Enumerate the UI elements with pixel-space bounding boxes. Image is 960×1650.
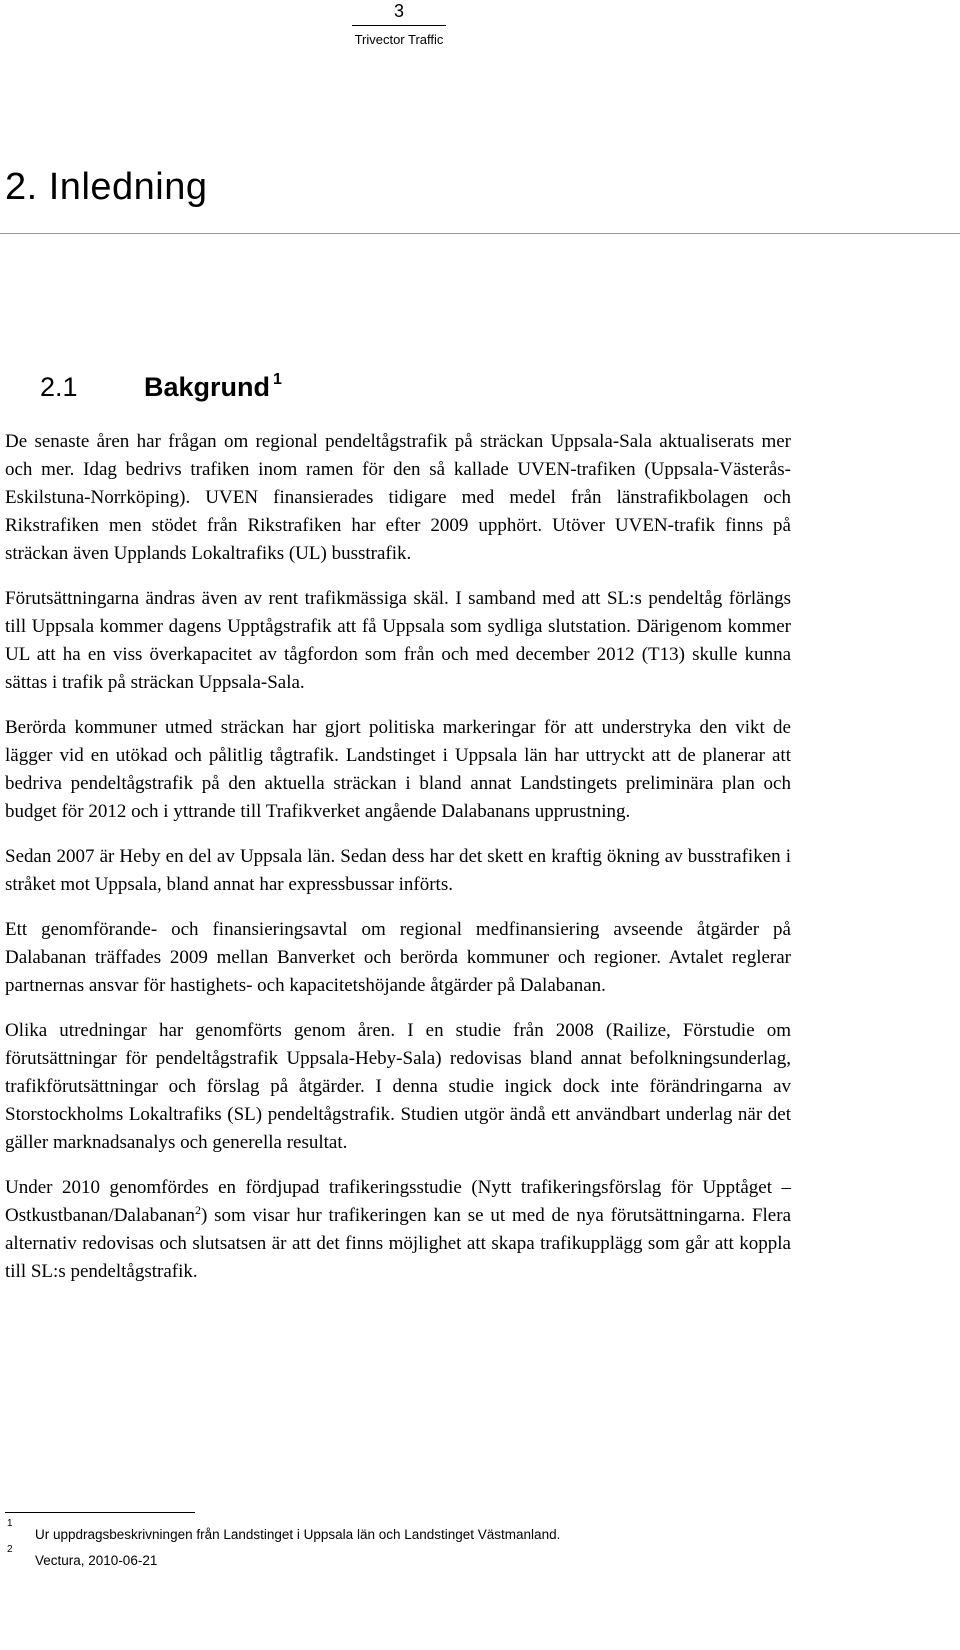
page-header xyxy=(352,0,446,49)
paragraph-3: Berörda kommuner utmed sträckan har gjort politiska markeringar för att understryka den vikt de lägger vid en utökad och pålitlig tågtrafik. Landstinget i Uppsala län har uttryckt att de planerar att bedriva pendeltågstrafik på den aktuella sträckan i bland annat Landstingets preliminära plan och budget för 2012 och i yttrande till Trafikverket angående Dalabanans upprustning. xyxy=(5,717,791,822)
paragraph-7-part-1: Under 2010 genomfördes en fördjupad trafikeringsstudie (Nytt trafikeringsförslag för Upptåget – Ostkustbanan/Dalabanan xyxy=(5,1177,791,1226)
paragraph-1: De senaste åren har frågan om regional pendeltågstrafik på sträckan Uppsala-Sala aktualiserats mer och mer. Idag bedrivs trafiken inom ramen för den så kallade UVEN-trafiken (Uppsala-Västerås-Eskilstuna-Norrköping). UVEN finansierades tidigare med medel från länstrafikbolagen och Rikstrafiken men stödet från Rikstrafiken har efter 2009 upphört. Utöver UVEN-trafik finns på sträckan även Upplands Lokaltrafiks (UL) busstrafik. xyxy=(5,431,791,564)
paragraph-6: Olika utredningar har genomförts genom åren. I en studie från 2008 (Railize, Förstudie om förutsättningar för pendeltågstrafik Uppsala-Heby-Sala) redovisas bland annat befolkningsunderlag, trafikförutsättningar och förslag på åtgärder. I denna studie ingick dock inte förändringarna av Storstockholms Lokaltrafiks (SL) pendeltågstrafik. Studien utgör ändå ett användbart underlag när det gäller marknadsanalys och generella resultat. xyxy=(5,1020,791,1153)
footnote-mark: 1 xyxy=(7,1518,13,1529)
header-divider xyxy=(352,25,446,26)
body-text xyxy=(5,428,791,1303)
paragraph-2: Förutsättningarna ändras även av rent trafikmässiga skäl. I samband med att SL:s pendeltåg förlängs till Uppsala kommer dagens Upptågstrafik att få Uppsala som sydliga slutstation. Därigenom kommer UL att ha en viss överkapacitet av tågfordon som från och med december 2012 (T13) skulle kunna sättas i trafik på sträckan Uppsala-Sala. xyxy=(5,588,791,693)
paragraph-7-footnote-ref[interactable]: 2 xyxy=(194,1203,201,1217)
paragraph-7-part-2: ) som visar hur trafikeringen kan se ut med de nya förutsättningarna. Flera alternativ redovisas och slutsatsen är att det finns möjlighet att skapa trafikupplägg som går att koppla till SL:s pendeltågstrafik. xyxy=(5,1205,791,1282)
header-organization: Trivector Traffic xyxy=(354,32,444,47)
footnote-divider xyxy=(5,1512,195,1513)
paragraph-5: Ett genomförande- och finansieringsavtal om regional medfinansiering avseende åtgärder på Dalabanan träffades 2009 mellan Banverket och berörda kommuner och regioner. Avtalet reglerar partnernas ansvar för hastighets- och kapacitetshöjande åtgärder på Dalabanan. xyxy=(5,919,791,996)
paragraph-7 xyxy=(5,1174,791,1286)
section-footnote-ref[interactable]: 1 xyxy=(273,371,282,388)
footnotes xyxy=(5,1520,905,1572)
footnote-mark: 2 xyxy=(7,1544,13,1555)
footnote-text: Ur uppdragsbeskrivningen från Landstinget i Uppsala län och Landstinget Västmanland. xyxy=(35,1527,561,1542)
footnote-text: Vectura, 2010-06-21 xyxy=(35,1553,158,1568)
section-number: 2.1 xyxy=(40,372,78,402)
chapter-title: 2. Inledning xyxy=(5,166,208,208)
paragraph-4: Sedan 2007 är Heby en del av Uppsala län. Sedan dess har det skett en kraftig ökning av busstrafiken i stråket mot Uppsala, bland annat har expressbussar införts. xyxy=(5,846,791,895)
footnote xyxy=(5,1520,905,1546)
section-title: Bakgrund xyxy=(144,372,271,402)
page-number: 3 xyxy=(393,1,404,21)
chapter-divider xyxy=(0,233,960,234)
footnote xyxy=(5,1546,905,1572)
section-heading xyxy=(40,360,282,407)
